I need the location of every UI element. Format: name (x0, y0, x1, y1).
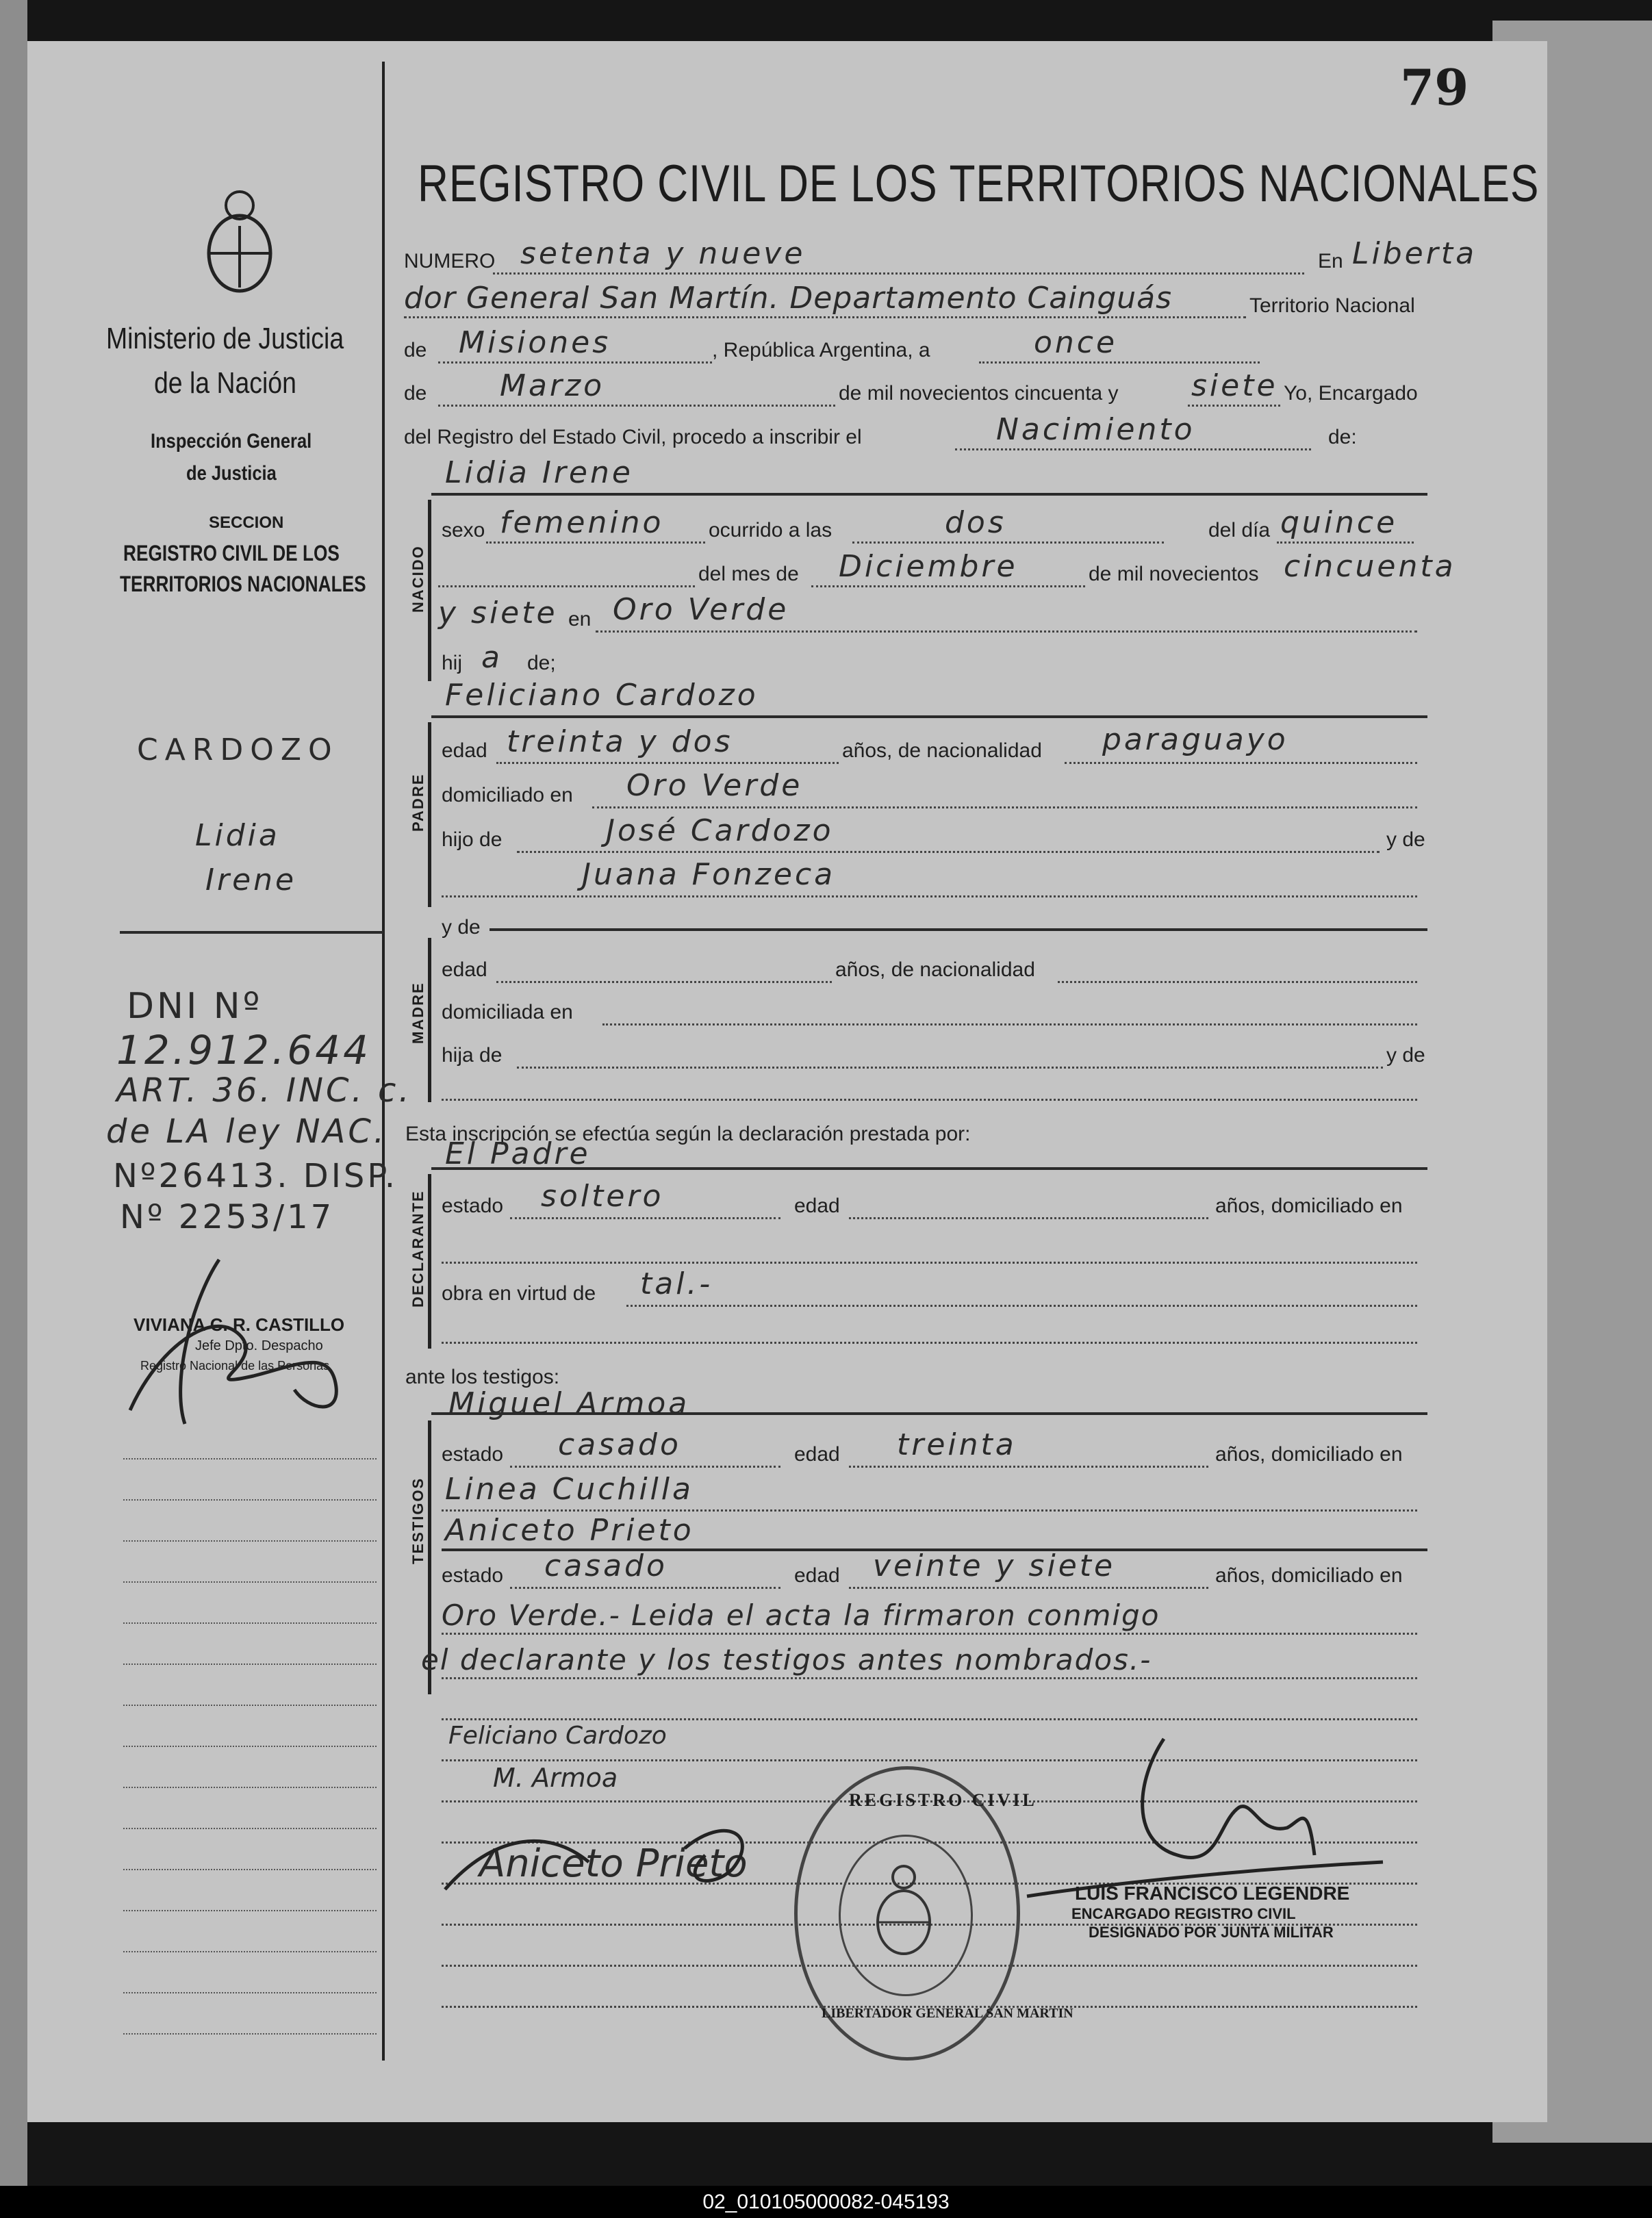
section-label-nacido: NACIDO (409, 545, 427, 613)
field-t2-edad: veinte y siete (873, 1548, 1116, 1583)
ruled-line (123, 1746, 377, 1747)
signature-testigo-2-stroke (438, 1807, 808, 1903)
field-numero: setenta y nueve (520, 236, 806, 271)
margin-given-name-2: Irene (205, 863, 297, 897)
ministry-name: Ministerio de Justicia (106, 322, 344, 355)
inspeccion-label: Inspección General (151, 430, 312, 452)
officer-name: LUIS FRANCISCO LEGENDRE (1075, 1883, 1350, 1904)
field-padre-nac-line (1065, 762, 1417, 764)
field-padre-edad: treinta y dos (507, 724, 733, 759)
field-provincia-line (438, 361, 712, 364)
field-decl-estado: soltero (541, 1179, 664, 1214)
label-ocurrido: ocurrido a las (709, 519, 833, 541)
field-madre-padres-line-2 (442, 1099, 1417, 1101)
ruled-line (123, 1540, 377, 1542)
field-mes-line (811, 585, 1085, 587)
field-nombre: Lidia Irene (445, 455, 633, 490)
label-del-dia: del día (1208, 519, 1271, 541)
label-hijo-de: hijo de (442, 828, 503, 851)
label-ante-testigos: ante los testigos: (405, 1366, 560, 1388)
margin-stamp-name: VIVIANA C. R. CASTILLO (134, 1314, 345, 1335)
label-edad-madre: edad (442, 958, 487, 981)
field-sexo-line (486, 541, 705, 544)
section-bracket-madre (428, 938, 431, 1102)
label-sexo: sexo (442, 519, 485, 541)
field-dia-line (1277, 541, 1414, 544)
section-label-declarante: DECLARANTE (409, 1190, 427, 1308)
coat-of-arms-icon (202, 185, 277, 294)
field-t1-edad-line (849, 1466, 1208, 1468)
signature-declarante: Feliciano Cardozo (448, 1722, 667, 1750)
field-obra: tal.- (640, 1266, 713, 1301)
field-hij-suffix: a (481, 640, 503, 675)
label-anos-dom-t1: años, domiciliado en (1215, 1443, 1403, 1466)
label-de-provincia: de (404, 339, 427, 361)
margin-signature (89, 1246, 390, 1465)
label-y-de-madre: y de (442, 916, 481, 939)
margin-dni-2: 12.912.644 (116, 1027, 372, 1073)
ruled-line (123, 1458, 377, 1459)
field-cierre-2: el declarante y los testigos antes nombrados.- (421, 1643, 1152, 1677)
field-madre-domicilio-line (602, 1023, 1417, 1025)
seal-coat-of-arms-icon (869, 1862, 938, 1958)
margin-divider (382, 62, 385, 2061)
field-obra-line-2 (442, 1342, 1417, 1344)
margin-given-name-1: Lidia (195, 818, 280, 853)
label-edad-decl: edad (794, 1195, 840, 1217)
label-anos-nac-madre: años, de nacionalidad (835, 958, 1035, 981)
label-y-de-padre: y de (1386, 828, 1425, 851)
ruled-line (123, 1622, 377, 1624)
margin-dni-5: Nº26413. DISP. (113, 1157, 398, 1195)
field-dia-acta: once (1034, 325, 1118, 360)
label-estado-t1: estado (442, 1443, 504, 1466)
label-anos-dom-t2: años, domiciliado en (1215, 1564, 1403, 1587)
label-del-mes: del mes de (698, 563, 799, 585)
field-en-place: Liberta (1352, 236, 1477, 271)
margin-surname: CARDOZO (137, 732, 339, 767)
field-tipo-line (955, 448, 1311, 450)
label-yo-encargado: Yo, Encargado (1284, 382, 1418, 405)
field-declarante-line (431, 1167, 1427, 1170)
field-padre-padre: José Cardozo (606, 813, 834, 848)
field-padre-madre: Juana Fonzeca (582, 857, 836, 892)
field-place-line (404, 316, 1246, 318)
field-t1-estado-line (510, 1466, 780, 1468)
field-madre-nac-line (1058, 981, 1417, 983)
label-del-registro: del Registro del Estado Civil, procedo a inscribir el (404, 426, 862, 448)
inspeccion-label-2: de Justicia (186, 462, 277, 485)
field-mes-acta-line (438, 405, 835, 407)
field-tipo: Nacimiento (996, 412, 1195, 447)
field-padre-padre-line (517, 851, 1380, 853)
field-testigo-1-line (431, 1412, 1427, 1415)
label-anos-nac-padre: años, de nacionalidad (842, 739, 1042, 762)
field-madre-padres-line (517, 1067, 1383, 1069)
field-provincia: Misiones (459, 325, 611, 360)
label-estado-decl: estado (442, 1195, 504, 1217)
ruled-line (123, 1499, 377, 1501)
label-en-lugar: en (568, 608, 592, 630)
seccion-label: SECCION (209, 513, 284, 532)
section-label-madre: MADRE (409, 982, 427, 1044)
field-anio-acta-line (1188, 405, 1280, 407)
field-cierre-2-line (442, 1677, 1417, 1679)
page-edge (0, 0, 27, 2218)
margin-divider-line (120, 931, 383, 934)
label-hija-de: hija de (442, 1044, 503, 1067)
margin-stamp-org: Registro Nacional de las Personas (140, 1359, 330, 1373)
seal-text-bottom: LIBERTADOR GENERAL SAN MARTIN (822, 2006, 1073, 2021)
label-de-mil-nov: de mil novecientos (1089, 563, 1259, 585)
section-label-testigos: TESTIGOS (409, 1477, 427, 1564)
section-label-padre: PADRE (409, 773, 427, 832)
ruled-line (123, 1992, 377, 1993)
field-decl-domicilio-line (442, 1262, 1417, 1264)
page-number: 79 (1400, 58, 1469, 116)
label-de-colon: de: (1328, 426, 1357, 448)
seccion-name-2: TERRITORIOS NACIONALES (120, 572, 366, 596)
field-t1-edad: treinta (897, 1427, 1017, 1462)
field-padre-nac: paraguayo (1102, 722, 1288, 757)
ruled-line (123, 1664, 377, 1665)
ruled-line (123, 1787, 377, 1788)
field-t1-domicilio-line (442, 1509, 1417, 1512)
field-t1-domicilio: Linea Cuchilla (445, 1472, 694, 1507)
field-madre-nombre-line (490, 928, 1427, 931)
field-place: dor General San Martín. Departamento Cainguás (404, 281, 1173, 316)
field-t2-estado-line (510, 1587, 780, 1589)
label-numero: NUMERO (404, 250, 496, 272)
field-padre-nombre: Feliciano Cardozo (445, 678, 759, 713)
label-hij: hij (442, 652, 463, 674)
signature-testigo-2: Aniceto Prieto (479, 1841, 748, 1886)
seal-text-top: REGISTRO CIVIL (849, 1790, 1037, 1810)
label-en: En (1318, 250, 1343, 272)
officer-role-2: DESIGNADO POR JUNTA MILITAR (1089, 1924, 1334, 1941)
margin-dni-3: ART. 36. INC. c. (116, 1071, 412, 1110)
label-de-mes: de (404, 382, 427, 405)
label-domiciliada: domiciliada en (442, 1001, 573, 1023)
ruled-line (123, 2033, 377, 2035)
field-testigo-2: Aniceto Prieto (445, 1513, 694, 1548)
field-mes-pre-line (438, 585, 695, 587)
field-nombre-line (431, 493, 1427, 496)
label-territorio: Territorio Nacional (1249, 294, 1415, 317)
field-t1-estado: casado (558, 1427, 681, 1462)
field-dia-acta-line (979, 361, 1260, 364)
section-bracket-padre (428, 722, 431, 907)
ruled-line (123, 1705, 377, 1706)
officer-role-1: ENCARGADO REGISTRO CIVIL (1071, 1905, 1296, 1922)
footer-filename: 02_010105000082-045193 (0, 2186, 1652, 2218)
ruled-line (123, 1910, 377, 1911)
field-lugar-line (596, 630, 1417, 633)
label-estado-t2: estado (442, 1564, 504, 1587)
label-y-de-madre-2: y de (1386, 1044, 1425, 1067)
page-title: REGISTRO CIVIL DE LOS TERRITORIOS NACIONALES (418, 155, 1540, 213)
field-cierre-1-line (442, 1633, 1417, 1635)
field-madre-edad-line (496, 981, 832, 983)
field-obra-line (626, 1305, 1417, 1307)
label-obra: obra en virtud de (442, 1282, 596, 1305)
field-padre-nombre-line (431, 715, 1427, 718)
field-mes: Diciembre (839, 549, 1018, 584)
field-declarante: El Padre (445, 1136, 591, 1171)
label-republica: , República Argentina, a (712, 339, 930, 361)
field-hora-line (852, 541, 1164, 544)
field-sexo: femenino (500, 505, 664, 540)
section-bracket-declarante (428, 1174, 431, 1349)
field-numero-line (493, 272, 1304, 275)
label-de-semi: de; (527, 652, 556, 674)
ruled-line (123, 1828, 377, 1829)
field-dia: quince (1280, 505, 1398, 540)
ruled-line (123, 1581, 377, 1583)
field-padre-edad-line (496, 762, 839, 764)
margin-stamp-role: Jefe Dpto. Despacho (195, 1338, 323, 1353)
label-edad-t2: edad (794, 1564, 840, 1587)
field-t2-estado: casado (544, 1548, 668, 1583)
label-edad-t1: edad (794, 1443, 840, 1466)
label-domiciliado-padre: domiciliado en (442, 784, 573, 806)
seccion-name: REGISTRO CIVIL DE LOS (123, 541, 340, 565)
ruled-line (123, 1869, 377, 1870)
field-anio: cincuenta (1284, 549, 1456, 584)
field-padre-domicilio: Oro Verde (626, 768, 803, 803)
field-testigo-1: Miguel Armoa (448, 1386, 690, 1421)
label-esta-inscripcion: Esta inscripción se efectúa según la declaración prestada por: (405, 1123, 971, 1145)
field-decl-estado-line (510, 1217, 780, 1219)
margin-dni-1: DNI Nº (127, 986, 263, 1027)
field-lugar: Oro Verde (613, 592, 789, 627)
ruled-line (123, 1951, 377, 1952)
label-de-mil: de mil novecientos cincuenta y (839, 382, 1119, 405)
label-edad-padre: edad (442, 739, 487, 762)
field-hora: dos (945, 505, 1006, 540)
signature-testigo-1: M. Armoa (493, 1763, 618, 1793)
field-anio-acta: siete (1191, 368, 1278, 403)
ministry-name-2: de la Nación (154, 366, 296, 400)
field-padre-madre-line (442, 895, 1417, 897)
margin-dni-4: de LA ley NAC. (106, 1112, 387, 1151)
field-cierre-1: Oro Verde.- Leida el acta la firmaron conmigo (442, 1598, 1160, 1632)
margin-dni-6: Nº 2253/17 (120, 1198, 335, 1236)
field-t2-edad-line (849, 1587, 1208, 1589)
section-bracket-nacido (428, 500, 431, 681)
field-decl-edad-line (849, 1217, 1208, 1219)
field-padre-domicilio-line (592, 806, 1417, 808)
field-mes-acta: Marzo (500, 368, 605, 403)
field-anio-2: y siete (438, 596, 558, 630)
label-anos-dom-decl: años, domiciliado en (1215, 1195, 1403, 1217)
